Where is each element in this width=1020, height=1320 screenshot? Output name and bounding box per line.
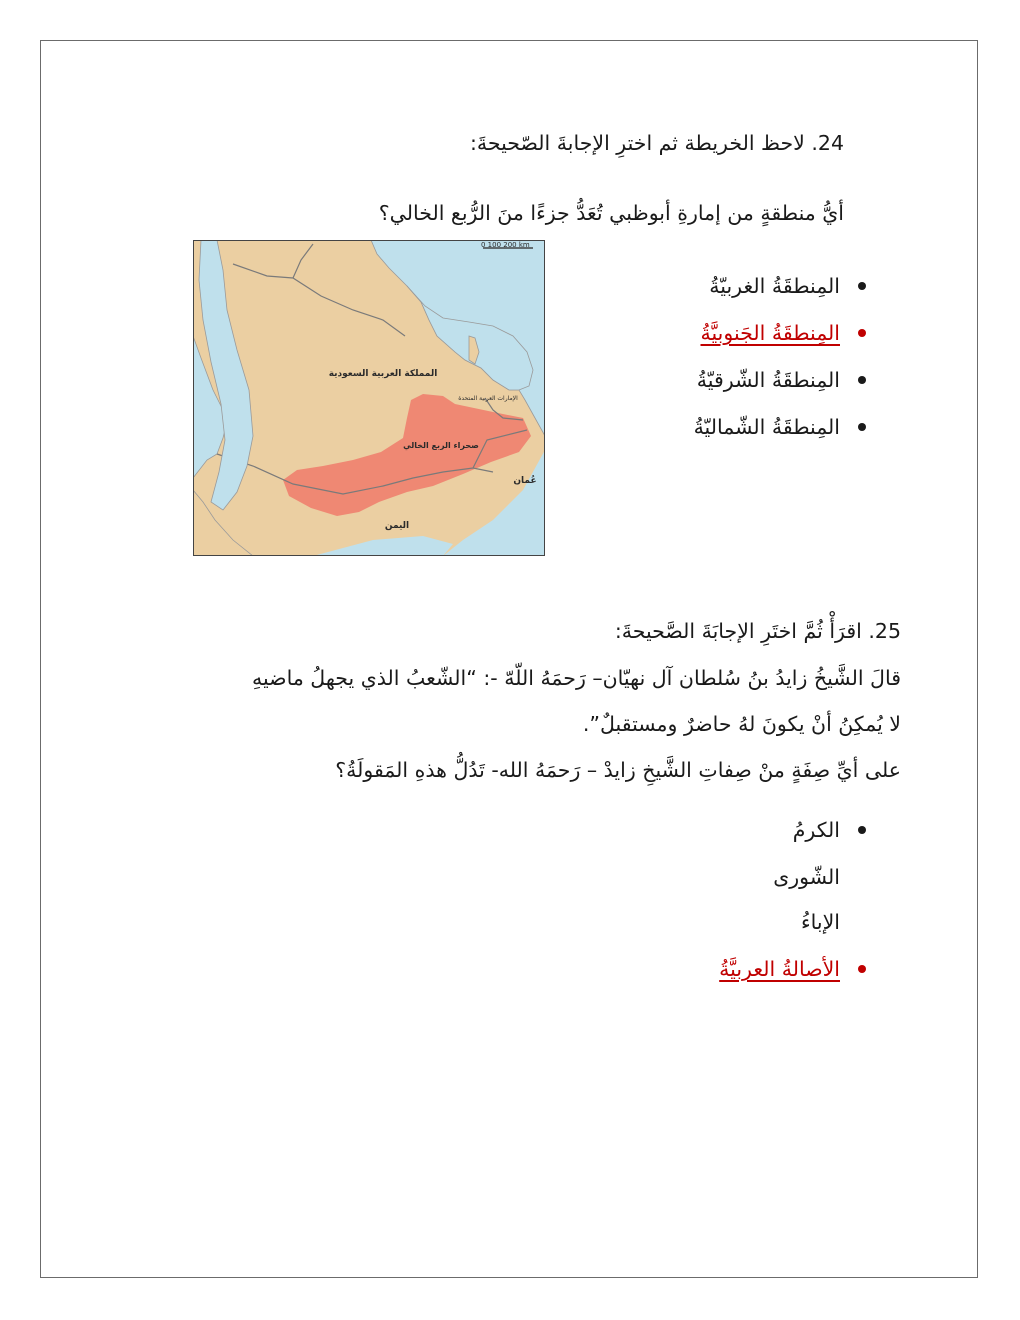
map-label-saudi: المملكة العربية السعودية bbox=[328, 369, 438, 379]
q25-option-generosity[interactable]: الكرمُ bbox=[792, 818, 840, 842]
q24-question: أيُّ منطقةٍ من إمارةِ أبوظبي تُعَدُّ جزءًا منَ الرُّبع الخالي؟ bbox=[378, 201, 844, 225]
q25-quote-line-1: قالَ الشَّيخُ زايدُ بنُ سُلطان آل نهيّان– رَحمَهُ اللّهّ -: “الشّعبُ الذي يجهلُ ماضيهِ bbox=[251, 666, 901, 690]
q24-option-west[interactable]: المِنطقَةُ الغربيّةُ bbox=[709, 274, 840, 298]
map-label-yemen: اليمن bbox=[384, 521, 410, 531]
q25-option-shura[interactable]: الشّورى bbox=[773, 865, 840, 889]
q24-title: 24. لاحظ الخريطة ثم اخترِ الإجابةَ الصّحيحةَ: bbox=[469, 131, 844, 155]
q24-option-north[interactable]: المِنطقَةُ الشّماليّةُ bbox=[693, 415, 840, 439]
q25-bullet-4 bbox=[858, 965, 866, 973]
map-label-oman: عُمان bbox=[513, 476, 537, 486]
q24-bullet-3 bbox=[858, 376, 866, 384]
q25-option-arab-authenticity-correct[interactable]: الأصالةُ العربيَّةُ bbox=[719, 957, 840, 981]
map-label-uae: الإمارات العربية المتحدة bbox=[458, 395, 518, 402]
q25-question: على أيِّ صِفَةٍ منْ صِفاتِ الشَّيخِ زايدْ – رَحمَهُ الله- تَدُلُّ هذهِ المَقولَةُ؟ bbox=[335, 758, 901, 782]
q24-option-south-correct[interactable]: المِنطقَةُ الجَنوبيَّةُ bbox=[700, 321, 840, 345]
q25-title: 25. اقرَأْ ثُمَّ اختَرِ الإجابَةَ الصَّحيحةَ: bbox=[614, 619, 901, 643]
arabian-peninsula-map bbox=[193, 240, 545, 556]
q24-bullet-1 bbox=[858, 282, 866, 290]
q25-quote-line-2: لا يُمكِنُ أنْ يكونَ لهُ حاضرٌ ومستقبلٌ”. bbox=[582, 712, 901, 736]
q24-bullet-2 bbox=[858, 329, 866, 337]
q25-option-dignity[interactable]: الإباءُ bbox=[801, 910, 840, 934]
q25-bullet-1 bbox=[858, 826, 866, 834]
q24-bullet-4 bbox=[858, 423, 866, 431]
map-scale-label: 0 100 200 km bbox=[481, 241, 530, 249]
q24-option-east[interactable]: المِنطقَةُ الشّرقيّةُ bbox=[696, 368, 840, 392]
map-label-empty-quarter: صحراء الربع الخالي bbox=[403, 441, 479, 450]
